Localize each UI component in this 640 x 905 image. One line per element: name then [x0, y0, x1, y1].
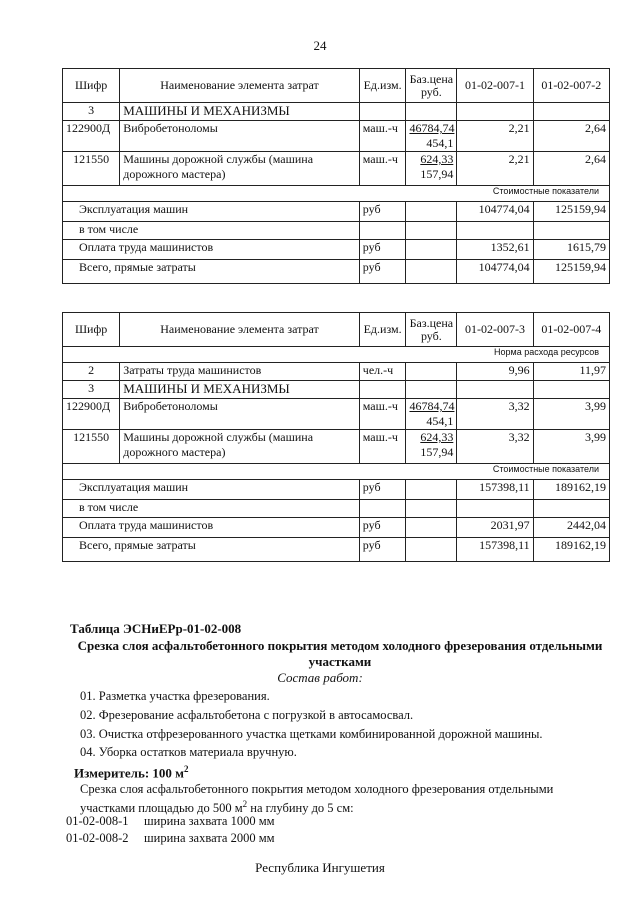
empty-cell: [457, 381, 533, 399]
empty-cell: [406, 518, 457, 538]
description-line-2a: участками площадью до 500 м: [80, 801, 243, 816]
header-price: Баз.цена руб.: [406, 313, 457, 347]
row-value-a: 3,32: [457, 430, 533, 464]
total-unit: руб: [359, 260, 406, 284]
row-code: 121550: [63, 430, 120, 464]
header-name: Наименование элемента затрат: [120, 313, 360, 347]
work-item: 03. Очистка отфрезерованного участка щетками комбинированной дорожной машины.: [80, 727, 543, 741]
wage-row: [63, 240, 610, 260]
wage-value-b: 1615,79: [533, 240, 609, 260]
total-value-a: 104774,04: [457, 260, 533, 284]
row-price: [406, 152, 457, 186]
operation-unit: руб: [359, 202, 406, 222]
wage-value-a: 2031,97: [457, 518, 533, 538]
price-sub: 157,94: [420, 445, 454, 459]
wage-row: [63, 518, 610, 538]
labor-value-b: 11,97: [533, 363, 609, 381]
total-value-a: 157398,11: [457, 538, 533, 562]
operation-label: [63, 202, 360, 222]
operation-row: [63, 202, 610, 222]
variant-item: [66, 814, 275, 829]
table-row: [63, 399, 610, 430]
price-main: 624,33: [420, 430, 454, 444]
row-price: [406, 121, 457, 152]
measure-unit-sup: 2: [184, 764, 189, 774]
row-code: 121550: [63, 152, 120, 186]
variant-code: 01-02-008-1: [66, 814, 129, 828]
cost-note-row: [63, 186, 610, 202]
labor-value-a: 9,96: [457, 363, 533, 381]
labor-number: 2: [63, 363, 120, 381]
incl-label-text: в том числе: [79, 222, 139, 236]
row-price: [406, 430, 457, 464]
header-price: Баз.цена руб.: [406, 69, 457, 103]
labor-name: Затраты труда машинистов: [120, 363, 360, 381]
row-code: 122900Д: [63, 399, 120, 430]
header-unit: Ед.изм.: [359, 313, 406, 347]
incl-label-text: в том числе: [79, 500, 139, 514]
variant-text: ширина захвата 1000 мм: [144, 814, 275, 828]
operation-value-a: 104774,04: [457, 202, 533, 222]
row-value-a: 2,21: [457, 121, 533, 152]
operation-value-b: 125159,94: [533, 202, 609, 222]
work-item: 02. Фрезерование асфальтобетона с погрузкой в автосамосвал.: [80, 708, 414, 722]
labor-unit: чел.-ч: [359, 363, 406, 381]
empty-cell: [533, 103, 609, 121]
total-label-text: Всего, прямые затраты: [79, 260, 196, 274]
row-value-a: 3,32: [457, 399, 533, 430]
empty-cell: [533, 381, 609, 399]
footer-region: Республика Ингушетия: [255, 860, 385, 875]
resource-table-1: [62, 68, 610, 284]
table-header-row: [63, 313, 610, 347]
total-row: [63, 260, 610, 284]
wage-label-text: Оплата труда машинистов: [79, 518, 214, 532]
row-name: Вибробетоноломы: [120, 121, 360, 152]
total-label: [63, 260, 360, 284]
section-title: МАШИНЫ И МЕХАНИЗМЫ: [120, 103, 360, 121]
variant-item: [66, 831, 275, 846]
total-unit: руб: [359, 538, 406, 562]
empty-cell: [533, 222, 609, 240]
price-main: 46784,74: [409, 121, 455, 135]
incl-label: [63, 500, 360, 518]
wage-value-a: 1352,61: [457, 240, 533, 260]
operation-value-b: 189162,19: [533, 480, 609, 500]
row-name: Машины дорожной службы (машина дорожного мастера): [120, 152, 360, 186]
operation-label-text: Эксплуатация машин: [79, 202, 189, 216]
empty-cell: [359, 500, 406, 518]
operation-value-a: 157398,11: [457, 480, 533, 500]
header-name: Наименование элемента затрат: [120, 69, 360, 103]
operation-row: [63, 480, 610, 500]
norm-note-row: [63, 347, 610, 363]
table-title: Таблица ЭСНиЕРр-01-02-008: [70, 621, 242, 636]
row-value-a: 2,21: [457, 152, 533, 186]
variant-text: ширина захвата 2000 мм: [144, 831, 275, 845]
incl-row: [63, 500, 610, 518]
header-code: Шифр: [63, 69, 120, 103]
empty-cell: [457, 222, 533, 240]
empty-cell: [359, 103, 406, 121]
row-code: 122900Д: [63, 121, 120, 152]
row-unit: маш.-ч: [359, 121, 406, 152]
price-sub: 454,1: [426, 414, 454, 428]
total-label: [63, 538, 360, 562]
incl-label: [63, 222, 360, 240]
empty-cell: [406, 260, 457, 284]
table-row: [63, 430, 610, 464]
price-sub: 157,94: [420, 167, 454, 181]
variant-code: 01-02-008-2: [66, 831, 129, 845]
incl-row: [63, 222, 610, 240]
work-item: 01. Разметка участка фрезерования.: [80, 689, 270, 703]
empty-cell: [406, 500, 457, 518]
page-number: 24: [313, 38, 327, 53]
section-title: МАШИНЫ И МЕХАНИЗМЫ: [120, 381, 360, 399]
empty-cell: [533, 500, 609, 518]
empty-cell: [406, 480, 457, 500]
empty-cell: [406, 538, 457, 562]
row-value-b: 2,64: [533, 121, 609, 152]
row-unit: маш.-ч: [359, 152, 406, 186]
header-col-b: 01-02-007-2: [533, 69, 609, 103]
empty-cell: [406, 222, 457, 240]
row-value-b: 3,99: [533, 399, 609, 430]
empty-cell: [359, 222, 406, 240]
operation-unit: руб: [359, 480, 406, 500]
row-value-b: 3,99: [533, 430, 609, 464]
row-name: Вибробетоноломы: [120, 399, 360, 430]
empty-cell: [406, 103, 457, 121]
section-number: 3: [63, 103, 120, 121]
measure-unit: [74, 764, 189, 781]
header-col-a: 01-02-007-3: [457, 313, 533, 347]
labor-row: [63, 363, 610, 381]
wage-value-b: 2442,04: [533, 518, 609, 538]
wage-label: [63, 240, 360, 260]
empty-cell: [359, 381, 406, 399]
wage-label-text: Оплата труда машинистов: [79, 240, 214, 254]
total-row: [63, 538, 610, 562]
header-unit: Ед.изм.: [359, 69, 406, 103]
section-heading: Срезка слоя асфальтобетонного покрытия методом холодного фрезерования отдельными участками: [77, 638, 603, 669]
description-line-1: Срезка слоя асфальтобетонного покрытия методом холодного фрезерования отдельными: [80, 782, 554, 796]
operation-label-text: Эксплуатация машин: [79, 480, 189, 494]
cost-note-row: [63, 464, 610, 480]
empty-cell: [406, 381, 457, 399]
cost-note: Стоимостные показатели: [63, 464, 610, 480]
total-value-b: 189162,19: [533, 538, 609, 562]
works-title: Состав работ:: [277, 670, 363, 685]
section-number: 3: [63, 381, 120, 399]
row-value-b: 2,64: [533, 152, 609, 186]
resource-table-2: [62, 312, 610, 562]
table-row: [63, 152, 610, 186]
empty-cell: [406, 240, 457, 260]
total-value-b: 125159,94: [533, 260, 609, 284]
price-sub: 454,1: [426, 136, 454, 150]
empty-cell: [406, 363, 457, 381]
work-item: 04. Уборка остатков материала вручную.: [80, 745, 297, 759]
operation-label: [63, 480, 360, 500]
section-row: [63, 381, 610, 399]
description-line-2-sup: 2: [242, 799, 248, 809]
header-col-b: 01-02-007-4: [533, 313, 609, 347]
measure-unit-label: Измеритель: 100 м: [74, 765, 185, 781]
total-label-text: Всего, прямые затраты: [79, 538, 196, 552]
section-row: [63, 103, 610, 121]
description-line-2b: на глубину до 5 см:: [247, 801, 354, 816]
row-name: Машины дорожной службы (машина дорожного мастера): [120, 430, 360, 464]
row-unit: маш.-ч: [359, 430, 406, 464]
price-main: 624,33: [420, 152, 454, 166]
header-col-a: 01-02-007-1: [457, 69, 533, 103]
row-unit: маш.-ч: [359, 399, 406, 430]
work-description: [80, 782, 600, 816]
table-header-row: [63, 69, 610, 103]
header-code: Шифр: [63, 313, 120, 347]
norm-note: Норма расхода ресурсов: [63, 347, 610, 363]
cost-note: Стоимостные показатели: [63, 186, 610, 202]
empty-cell: [406, 202, 457, 222]
price-main: 46784,74: [409, 399, 455, 413]
wage-unit: руб: [359, 518, 406, 538]
wage-unit: руб: [359, 240, 406, 260]
wage-label: [63, 518, 360, 538]
row-price: [406, 399, 457, 430]
empty-cell: [457, 103, 533, 121]
empty-cell: [457, 500, 533, 518]
table-row: [63, 121, 610, 152]
